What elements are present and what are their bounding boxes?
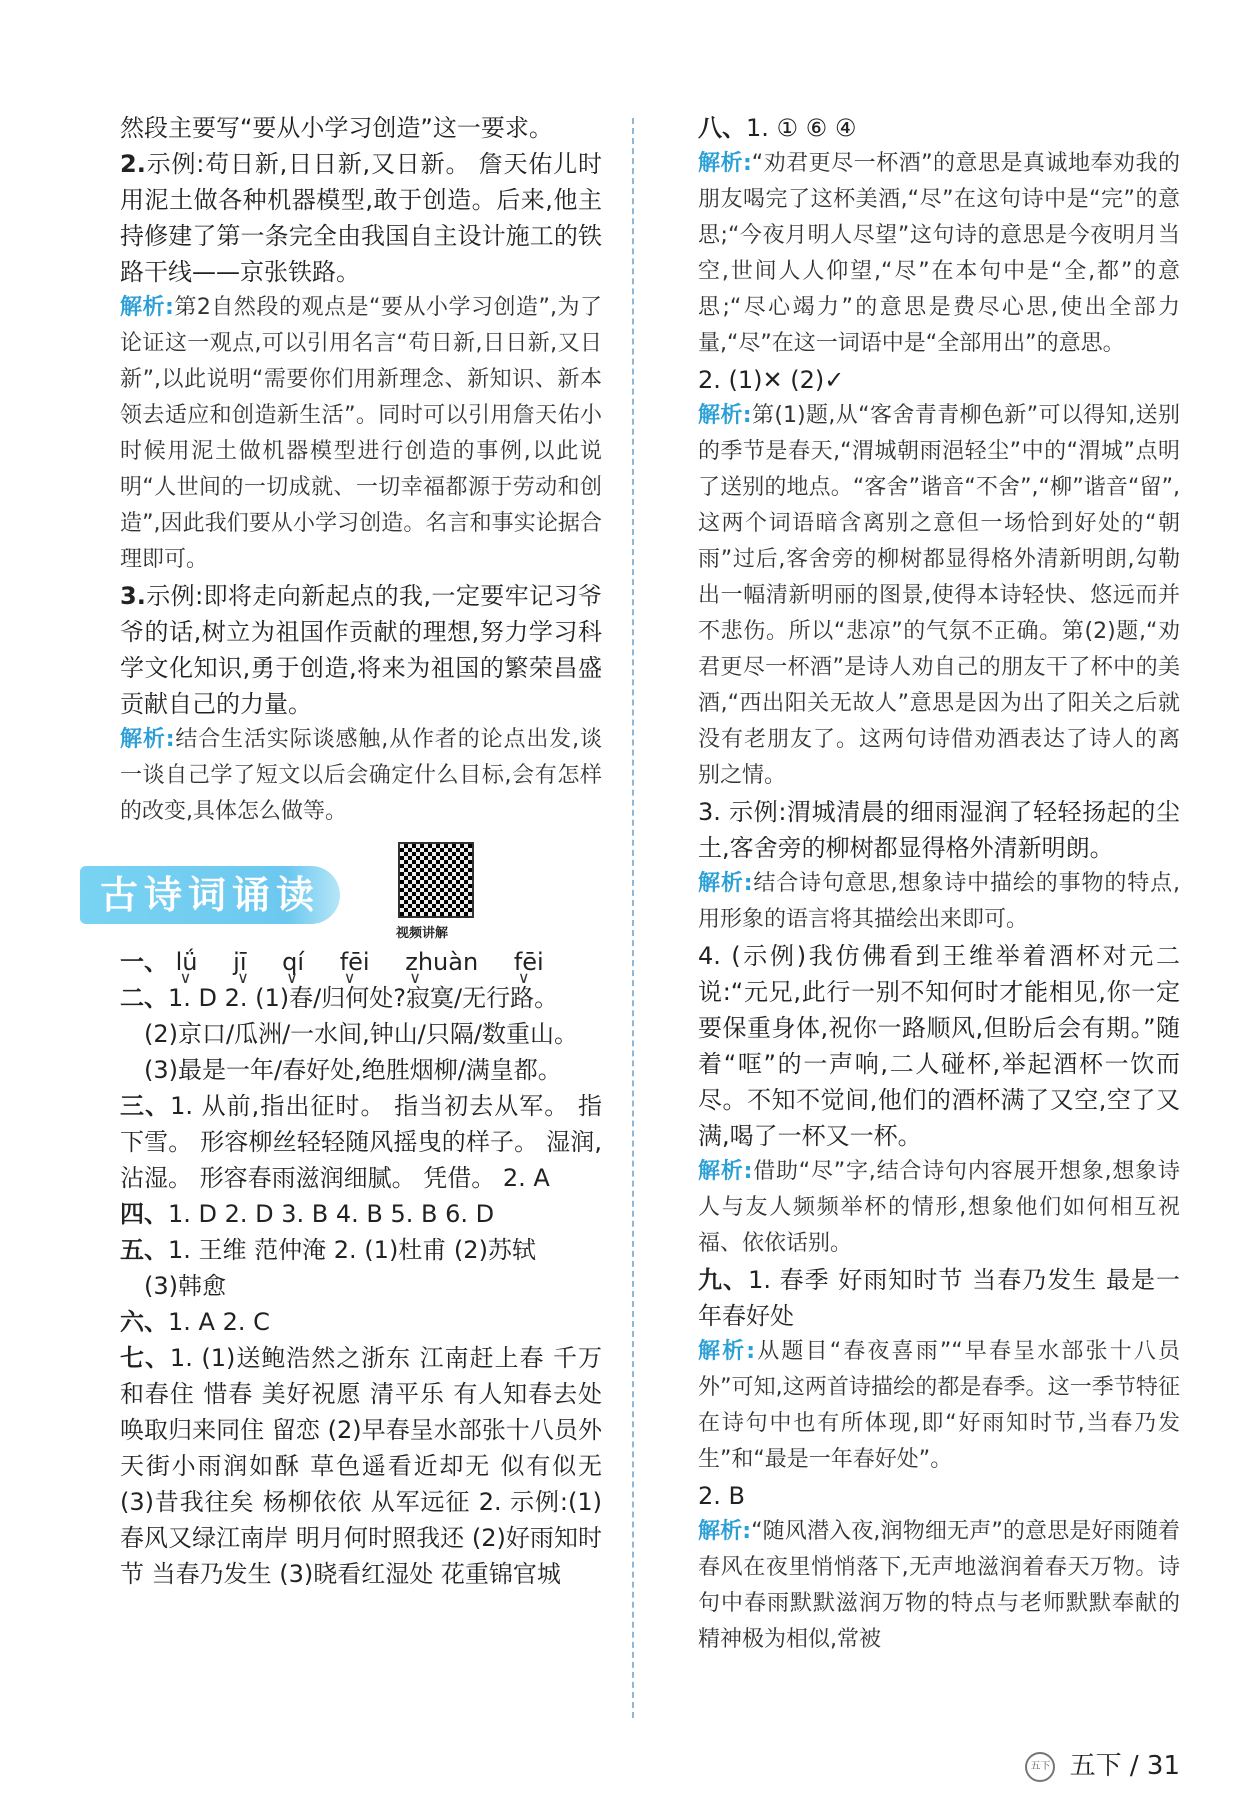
section-5: 五、1. 王维 范仲淹 2. (1)杜甫 (2)苏轼 <box>120 1236 536 1264</box>
page-number: 五下 / 31 <box>1069 1751 1180 1781</box>
answer-9-2: 2. B <box>698 1482 745 1510</box>
analysis-8-4: 解析:借助“尽”字,结合诗句内容展开想象,想象诗人与友人频频举杯的情形,想象他们如何相互祝福、依依话别。 <box>698 1159 1180 1256</box>
section-6: 六、1. A 2. C <box>120 1308 270 1336</box>
analysis-3: 解析:结合生活实际谈感触,从作者的论点出发,谈一谈自己学了短文以后会确定什么目标,会有怎样的改变,具体怎么做等。 <box>120 727 602 824</box>
left-column <box>100 110 603 1592</box>
analysis-8-3: 解析:结合诗句意思,想象诗中描绘的事物的特点,用形象的语言将其描绘出来即可。 <box>698 871 1180 932</box>
analysis-8-2: 解析:第(1)题,从“客舍青青柳色新”可以得知,送别的季节是春天,“渭城朝雨浥轻尘”中的“渭城”点明了送别的地点。“客舍”谐音“不舍”,“柳”谐音“留”,这两个词语暗含离别之意但一场恰到好处的“朝雨”过后,客舍旁的柳树都显得格外清新明朗,勾勒出一幅清新明丽的图景,使得本诗轻快、悠远而并不悲伤。所以“悲凉”的气氛不正确。第(2)题,“劝君更尽一杯酒”是诗人劝自己的朋友干了杯中的美酒,“西出阳关无故人”意思是因为出了阳关之后就没有老朋友了。这两句诗借劝酒表达了诗人的离别之情。 <box>698 403 1180 788</box>
answer-8-2: 2. (1)✕ (2)✓ <box>698 366 845 394</box>
grade-badge-icon: 五下 <box>1025 1752 1055 1782</box>
analysis-8-1: 解析:“劝君更尽一杯酒”的意思是真诚地奉劝我的朋友喝完了这杯美酒,“尽”在这句诗中是“完”的意思;“今夜月明人尽望”这句诗的意思是今夜明月当空,世间人人仰望,“尽”在本句中是“全,都”的意思;“尽心竭力”的意思是费尽心思,使出全部力量,“尽”在这一词语中是“全部用出”的意思。 <box>698 151 1180 356</box>
answer-2: 2.示例:苟日新,日日新,又日新。 詹天佑儿时用泥土做各种机器模型,敢于创造。后来,他主持修建了第一条完全由我国自主设计施工的铁路干线——京张铁路。 <box>120 150 602 286</box>
pinyin-item: zhuàn ∨ <box>405 944 478 980</box>
qr-code-icon[interactable] <box>398 842 474 918</box>
pinyin-row: 一、 lǘ ∨ jī ∨ qí ∨ fēi ∨ zhuàn ∨ fēi ∨ <box>120 944 602 980</box>
answer-3: 3.示例:即将走向新起点的我,一定要牢记习爷爷的话,树立为祖国作贡献的理想,努力学习科学文化知识,勇于创造,将来为祖国的繁荣昌盛贡献自己的力量。 <box>120 582 602 718</box>
pinyin-item: fēi ∨ <box>340 944 370 980</box>
section-title: 古诗词诵读 <box>80 866 340 924</box>
section-banner <box>80 842 602 941</box>
section-2: 二、1. D 2. (1)春/归何处?寂寞/无行路。 <box>120 984 559 1012</box>
section-8: 八、1. ① ⑥ ④ <box>698 114 857 142</box>
column-divider <box>632 118 634 1718</box>
text-line: 然段主要写“要从小学习创造”这一要求。 <box>120 114 553 142</box>
pinyin-item: qí ∨ <box>282 944 304 980</box>
pinyin-item: fēi ∨ <box>514 944 544 980</box>
section-3: 三、1. 从前,指出征时。 指当初去从军。 指下雪。 形容柳丝轻轻随风摇曳的样子。 湿润,沾湿。 形容春雨滋润细腻。 凭借。 2. A <box>120 1092 602 1192</box>
section-4: 四、1. D 2. D 3. B 4. B 5. B 6. D <box>120 1200 495 1228</box>
section-7: 七、1. (1)送鲍浩然之浙东 江南赶上春 千万和春住 惜春 美好祝愿 清平乐 有人知春去处 唤取归来同住 留恋 (2)早春呈水部张十八员外 天街小雨润如酥 草色遥看近却无 似有似无 (3)昔我往矣 杨柳依依 从军远征 2. 示例:(1)春风又绿江南岸 明月何时照我还 (2)好雨知时节 当春乃发生 (3)晓看红湿处 花重锦官城 <box>120 1344 603 1588</box>
pinyin-item: jī ∨ <box>233 944 246 980</box>
section-5-line: (3)韩愈 <box>144 1272 226 1300</box>
analysis-2: 解析:第2自然段的观点是“要从小学习创造”,为了论证这一观点,可以引用名言“苟日新,日日新,又日新”,以此说明“需要你们用新理念、新知识、新本领去适应和创造新生活”。同时可以引用詹天佑小时候用泥土做机器模型进行创造的事例,以此说明“人世间的一切成就、一切幸福都源于劳动和创造”,因此我们要从小学习创造。名言和事实论据合理即可。 <box>120 295 602 572</box>
section-2-line: (3)最是一年/春好处,绝胜烟柳/满皇都。 <box>144 1056 562 1084</box>
analysis-9-1: 解析:从题目“春夜喜雨”“早春呈水部张十八员外”可知,这两首诗描绘的都是春季。这一季节特征在诗句中也有所体现,即“好雨知时节,当春乃发生”和“最是一年春好处”。 <box>698 1339 1180 1472</box>
pinyin-item: lǘ ∨ <box>176 944 198 980</box>
qr-caption: 视频讲解 <box>396 926 449 941</box>
answer-8-4: 4. (示例)我仿佛看到王维举着酒杯对元二说:“元兄,此行一别不知何时才能相见,你一定要保重身体,祝你一路顺风,但盼后会有期。”随着“哐”的一声响,二人碰杯,举起酒杯一饮而尽。不知不觉间,他们的酒杯满了又空,空了又满,喝了一杯又一杯。 <box>698 942 1180 1150</box>
page-footer <box>1025 1745 1180 1782</box>
analysis-9-2: 解析:“随风潜入夜,润物细无声”的意思是好雨随着春风在夜里悄悄落下,无声地滋润着春天万物。诗句中春雨默默滋润万物的特点与老师默默奉献的精神极为相似,常被 <box>698 1519 1180 1652</box>
right-column <box>698 110 1180 1658</box>
section-2-line: (2)京口/瓜洲/一水间,钟山/只隔/数重山。 <box>144 1020 578 1048</box>
section-9: 九、1. 春季 好雨知时节 当春乃发生 最是一年春好处 <box>698 1266 1180 1330</box>
answer-8-3: 3. 示例:渭城清晨的细雨湿润了轻轻扬起的尘土,客舍旁的柳树都显得格外清新明朗。 <box>698 798 1180 862</box>
